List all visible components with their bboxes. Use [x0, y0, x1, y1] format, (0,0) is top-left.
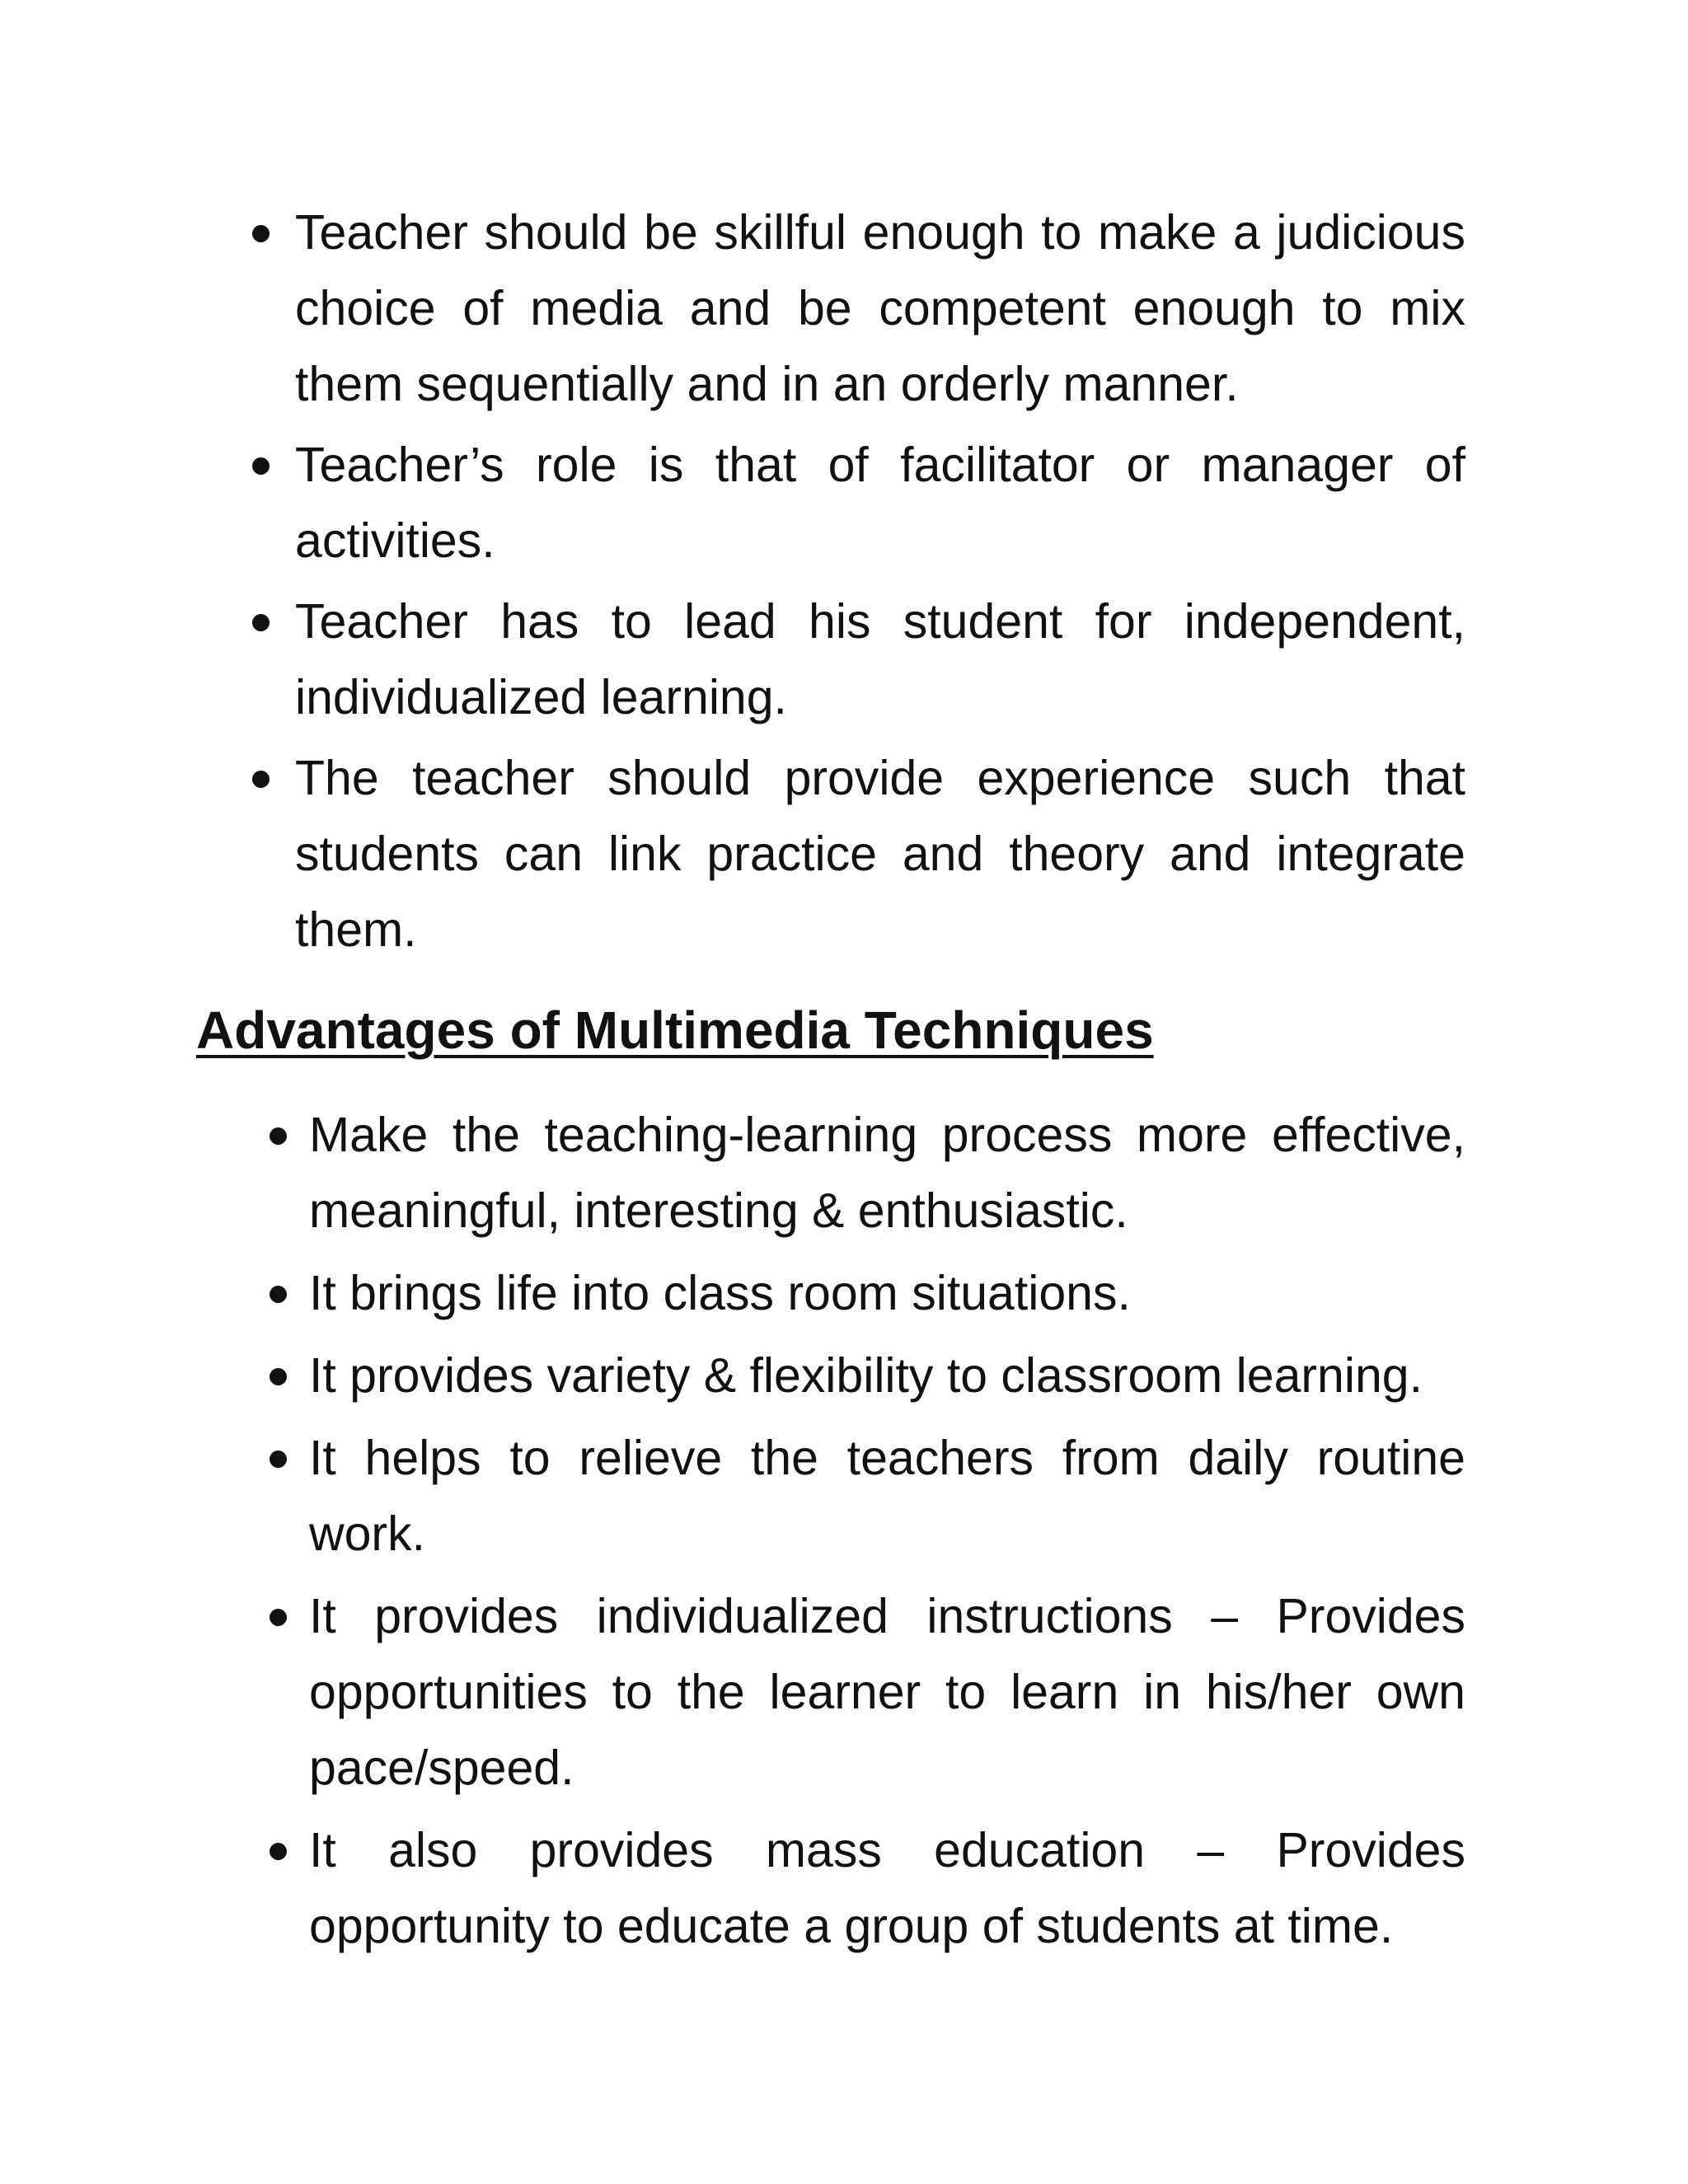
bullet-icon: [270, 1843, 287, 1860]
list-item-text: The teacher should provide experience such that students can link practice and theory and integrate them.: [295, 751, 1465, 957]
list-item-text: It helps to relieve the teachers from daily routine work.: [309, 1431, 1465, 1561]
list-item: [309, 1097, 1465, 1249]
bullet-icon: [252, 614, 270, 631]
list-item: [309, 1255, 1465, 1331]
bullet-icon: [270, 1451, 287, 1468]
list-item: [309, 1578, 1465, 1806]
list-item: [309, 1812, 1465, 1964]
bullet-icon: [270, 1286, 287, 1303]
bullet-icon: [252, 771, 270, 788]
bullet-icon: [252, 457, 270, 475]
list-item-text: Teacher’s role is that of facilitator or manager of activities.: [295, 438, 1465, 568]
advantages-list: [309, 1097, 1465, 1971]
bullet-icon: [270, 1127, 287, 1145]
list-item: [295, 583, 1465, 735]
list-item: [295, 194, 1465, 422]
list-item-text: It also provides mass education – Provides opportunity to educate a group of students at time.: [309, 1823, 1465, 1953]
section-heading: Advantages of Multimedia Techniques: [196, 1001, 1154, 1060]
list-item: [295, 740, 1465, 968]
list-item-text: It provides individualized instructions – Provides opportunities to the learner to learn in his/her own pace/speed.: [309, 1589, 1465, 1795]
list-item-text: It provides variety & flexibility to classroom learning.: [309, 1348, 1423, 1403]
teacher-role-list: [295, 194, 1465, 972]
list-item: [309, 1420, 1465, 1572]
bullet-icon: [270, 1368, 287, 1385]
list-item: [309, 1338, 1465, 1413]
bullet-icon: [270, 1609, 287, 1626]
bullet-icon: [252, 225, 270, 242]
list-item-text: Make the teaching-learning process more effective, meaningful, interesting & enthusiastic.: [309, 1108, 1465, 1238]
list-item-text: Teacher should be skillful enough to make a judicious choice of media and be competent enough to mix them sequentially and in an orderly manner.: [295, 205, 1465, 411]
list-item-text: It brings life into class room situations.: [309, 1266, 1131, 1320]
list-item: [295, 427, 1465, 579]
list-item-text: Teacher has to lead his student for independent, individualized learning.: [295, 594, 1465, 724]
